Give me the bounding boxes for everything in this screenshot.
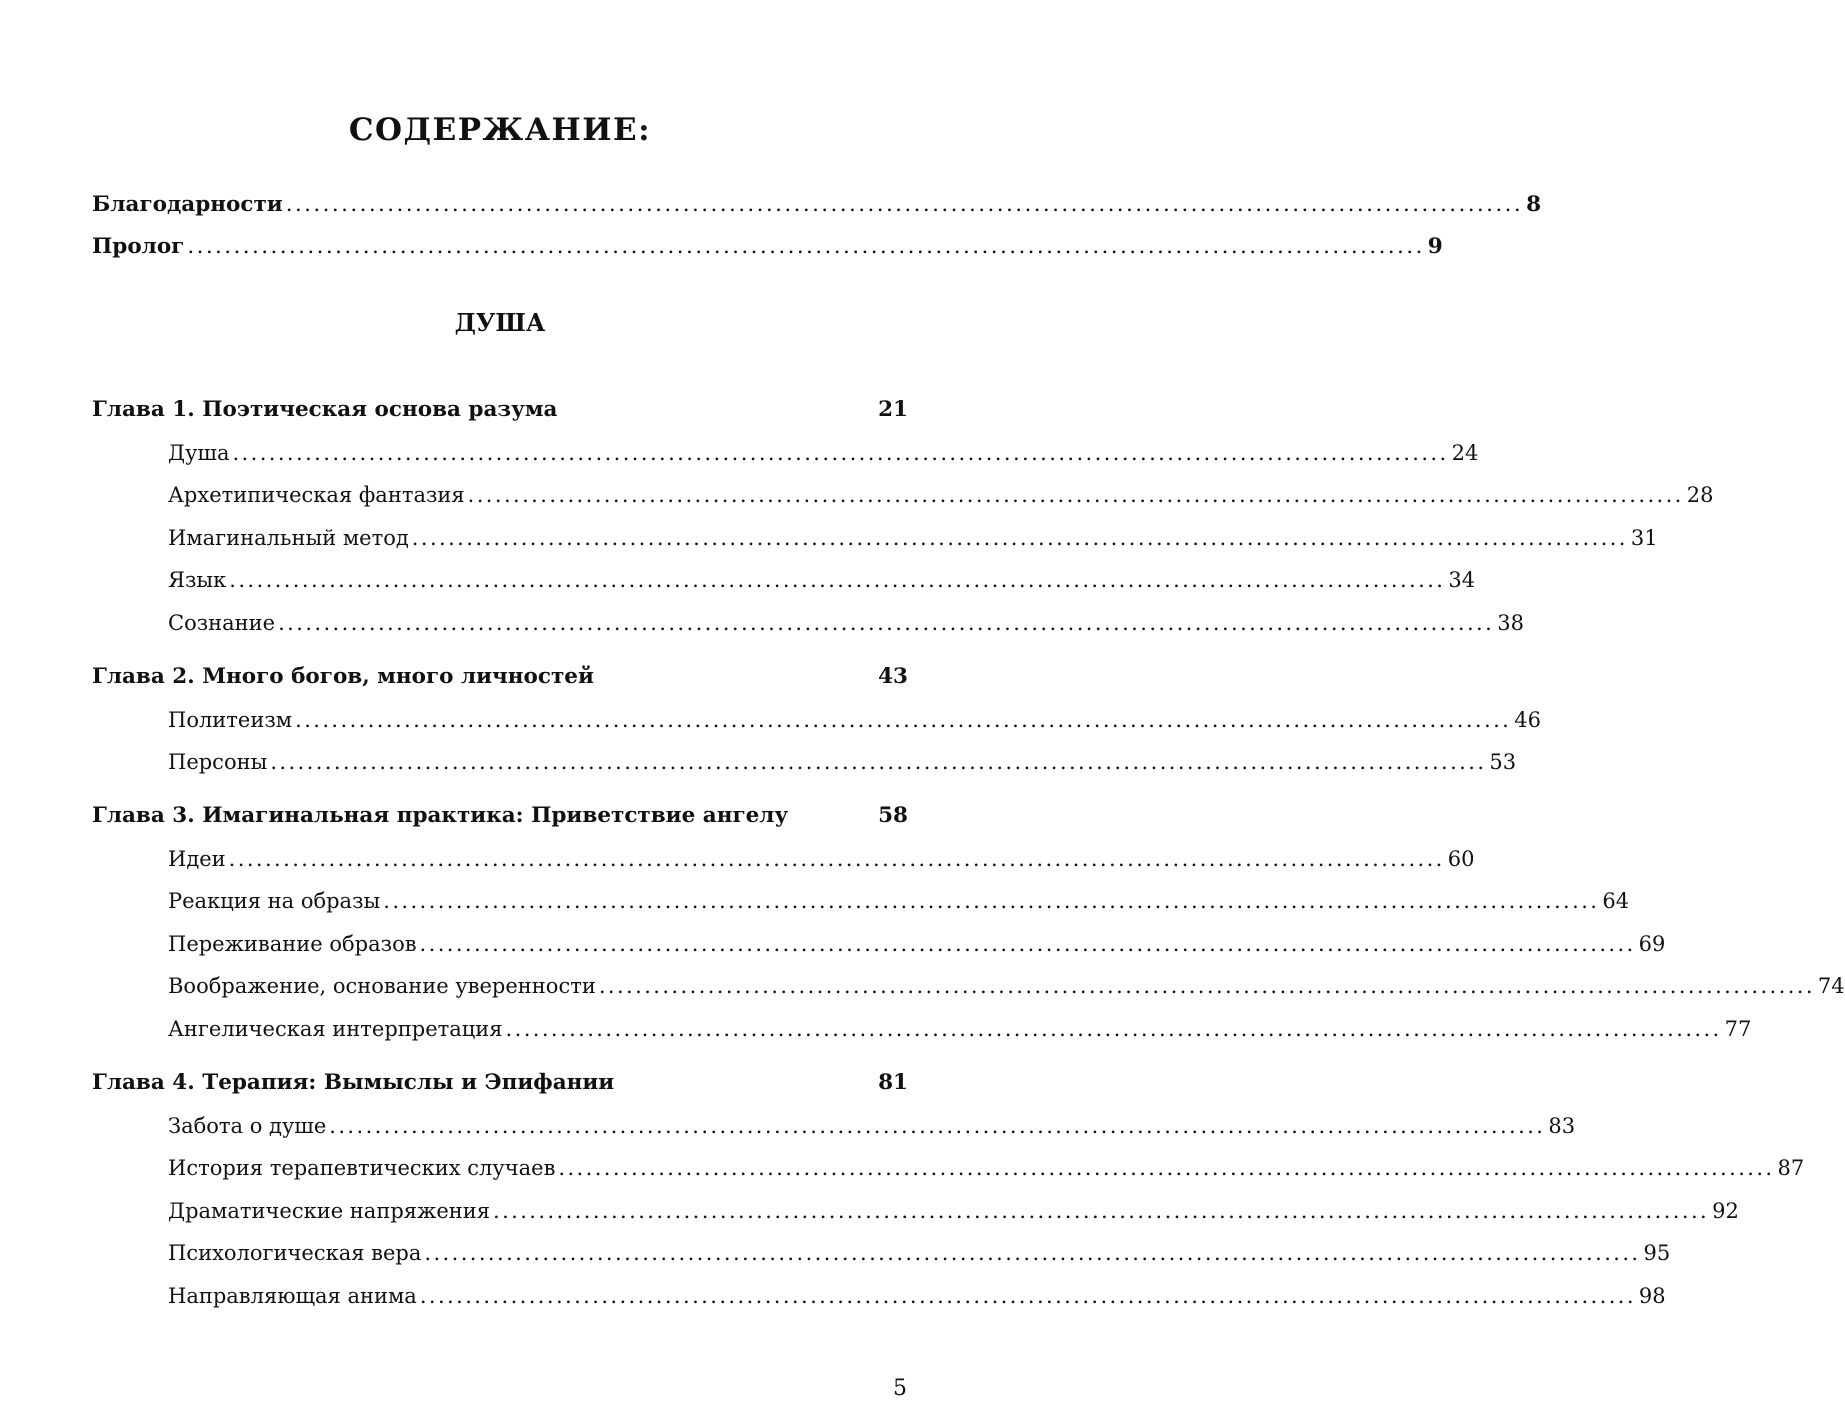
entry-page: 34	[1448, 568, 1476, 592]
entry-page: 38	[1497, 611, 1524, 635]
toc-entry[interactable]	[168, 1280, 1666, 1312]
entry-label: Направляющая анима	[168, 1284, 417, 1308]
toc-chapter[interactable]	[92, 800, 908, 832]
entry-page: 69	[1638, 932, 1666, 956]
dot-leader: ......................................................................................................................................	[270, 750, 1487, 774]
entry-label: Идеи	[168, 847, 226, 871]
toc-entry[interactable]	[168, 928, 1666, 960]
entry-label: Психологическая вера	[168, 1241, 422, 1265]
chapter-page: 21	[878, 397, 908, 422]
dot-leader: ......................................................................................................................................	[228, 847, 1445, 871]
dot-leader: ......................................................................................................................................	[229, 568, 1446, 592]
entry-label: Имагинальный метод	[168, 526, 409, 550]
chapter-title: Глава 4. Терапия: Вымыслы и Эпифании	[92, 1070, 615, 1095]
entry-label: Драматические напряжения	[168, 1199, 490, 1223]
entry-label: Архетипическая фантазия	[168, 483, 465, 507]
toc-chapter[interactable]	[92, 661, 908, 693]
toc-chapter[interactable]	[92, 1067, 908, 1099]
entry-page: 60	[1447, 847, 1475, 871]
chapter-title: Глава 1. Поэтическая основа разума	[92, 397, 558, 422]
toc-entry[interactable]	[168, 704, 1541, 736]
entry-label: Пролог	[92, 234, 185, 259]
toc-entry[interactable]	[168, 1195, 1739, 1227]
toc-entry[interactable]	[168, 970, 1845, 1002]
page-number: 5	[893, 1376, 907, 1401]
entry-label: Воображение, основание уверенности	[168, 974, 596, 998]
entry-page: 9	[1427, 234, 1443, 259]
entry-page: 31	[1630, 526, 1658, 550]
entry-label: Ангелическая интерпретация	[168, 1017, 503, 1041]
entry-label: Сознание	[168, 611, 276, 635]
entry-label: Душа	[168, 441, 230, 465]
toc-entry[interactable]	[168, 1110, 1576, 1142]
entry-page: 98	[1638, 1284, 1666, 1308]
entry-label: Язык	[168, 568, 227, 592]
toc-entry[interactable]	[168, 843, 1475, 875]
entry-label: Реакция на образы	[168, 889, 381, 913]
chapter-page: 58	[878, 803, 908, 828]
dot-leader: ......................................................................................................................................	[383, 889, 1600, 913]
entry-label: Персоны	[168, 750, 268, 774]
entry-page: 8	[1526, 192, 1542, 217]
dot-leader: ......................................................................................................................................	[232, 441, 1449, 465]
page-title: СОДЕРЖАНИЕ:	[348, 112, 652, 148]
toc-entry[interactable]	[168, 564, 1476, 596]
chapter-page: 43	[878, 664, 908, 689]
entry-page: 24	[1451, 441, 1479, 465]
entry-label: История терапевтических случаев	[168, 1156, 556, 1180]
toc-entry[interactable]	[168, 885, 1630, 917]
toc-entry[interactable]	[168, 746, 1517, 778]
entry-label: Забота о душе	[168, 1114, 327, 1138]
entry-page: 64	[1602, 889, 1630, 913]
dot-leader: ......................................................................................................................................	[278, 611, 1495, 635]
dot-leader: ......................................................................................................................................	[505, 1017, 1722, 1041]
dot-leader: ......................................................................................................................................	[424, 1241, 1641, 1265]
dot-leader: ......................................................................................................................................	[493, 1199, 1710, 1223]
entry-page: 95	[1643, 1241, 1671, 1265]
toc-entry[interactable]	[168, 1152, 1805, 1184]
dot-leader: ......................................................................................................................................	[187, 234, 1425, 259]
chapter-page: 81	[878, 1070, 908, 1095]
entry-page: 74	[1817, 974, 1845, 998]
dot-leader: ......................................................................................................................................	[558, 1156, 1775, 1180]
dot-leader: ......................................................................................................................................	[295, 708, 1512, 732]
dot-leader: ......................................................................................................................................	[419, 932, 1636, 956]
dot-leader: ......................................................................................................................................	[598, 974, 1815, 998]
entry-page: 83	[1548, 1114, 1576, 1138]
dot-leader: ......................................................................................................................................	[285, 192, 1524, 217]
dot-leader: ......................................................................................................................................	[411, 526, 1628, 550]
toc-entry[interactable]	[168, 1013, 1752, 1045]
entry-page: 28	[1686, 483, 1714, 507]
dot-leader: ......................................................................................................................................	[419, 1284, 1636, 1308]
toc-front-entry[interactable]	[92, 189, 1542, 221]
entry-label: Политеизм	[168, 708, 293, 732]
toc-entry[interactable]	[168, 522, 1658, 554]
entry-label: Переживание образов	[168, 932, 417, 956]
toc-entry[interactable]	[168, 437, 1479, 469]
entry-page: 46	[1514, 708, 1541, 732]
chapter-title: Глава 3. Имагинальная практика: Приветствие ангелу	[92, 803, 789, 828]
chapter-title: Глава 2. Много богов, много личностей	[92, 664, 594, 689]
entry-label: Благодарности	[92, 192, 283, 217]
toc-entry[interactable]	[168, 1237, 1671, 1269]
entry-page: 77	[1724, 1017, 1752, 1041]
entry-page: 92	[1712, 1199, 1739, 1223]
toc-chapter[interactable]	[92, 394, 908, 426]
dot-leader: ......................................................................................................................................	[467, 483, 1684, 507]
toc-entry[interactable]	[168, 479, 1714, 511]
entry-page: 87	[1777, 1156, 1805, 1180]
toc-entry[interactable]	[168, 607, 1524, 639]
toc-front-entry[interactable]	[92, 231, 1443, 263]
dot-leader: ......................................................................................................................................	[329, 1114, 1546, 1138]
section-title: ДУША	[454, 308, 546, 337]
entry-page: 53	[1489, 750, 1517, 774]
